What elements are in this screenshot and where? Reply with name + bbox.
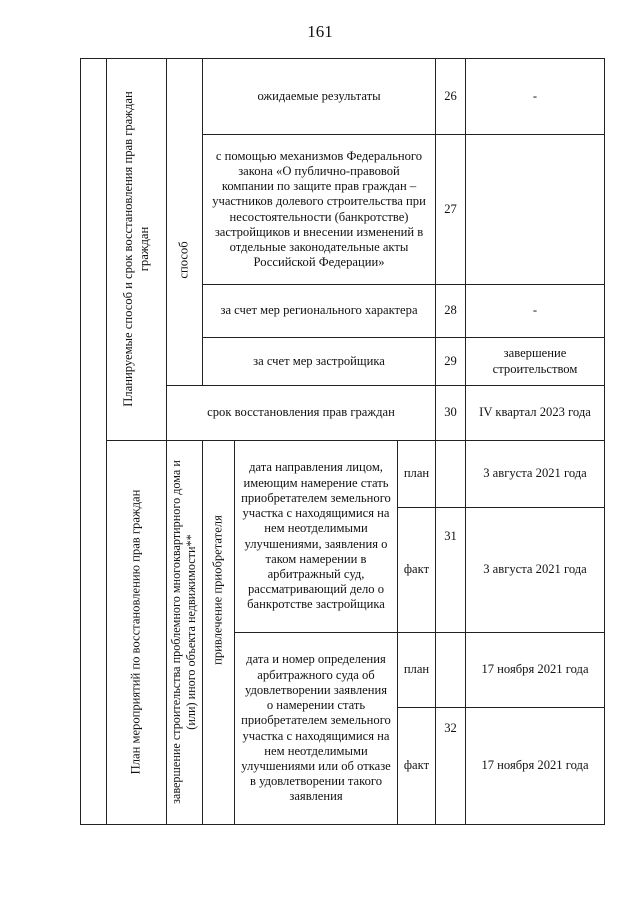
page-number: 161 bbox=[307, 22, 333, 41]
col-divider bbox=[202, 440, 203, 825]
row-number: 29 bbox=[444, 353, 457, 368]
section-plan-title: План мероприятий по восстановлению прав граждан bbox=[128, 489, 143, 775]
row-number: 31 bbox=[444, 528, 457, 543]
col-divider bbox=[106, 58, 107, 825]
section-recovery-title: Планируемые способ и срок восстановления прав граждан граждан bbox=[121, 91, 151, 407]
row-number: 26 bbox=[444, 88, 457, 103]
row-number: 30 bbox=[444, 405, 457, 420]
row-value: - bbox=[532, 88, 538, 103]
section-plan-subtitle: завершение строительства проблемного многоквартирного дома и (или) иного объекта недвижимости** bbox=[169, 460, 198, 804]
col-divider bbox=[166, 58, 167, 825]
plan-label: план bbox=[403, 466, 430, 481]
row-value: завершение строительством bbox=[492, 346, 578, 376]
row-number: 32 bbox=[444, 720, 457, 735]
plan-value: 17 ноября 2021 года bbox=[481, 662, 589, 677]
fact-value: 3 августа 2021 года bbox=[483, 562, 587, 577]
investor-label: привлечение приобретателя bbox=[210, 515, 225, 665]
row-text: ожидаемые результаты bbox=[257, 88, 381, 103]
table-border-bottom bbox=[80, 824, 604, 825]
fact-label: факт bbox=[403, 562, 430, 577]
row-text: за счет мер регионального характера bbox=[220, 303, 418, 318]
block-text: дата направления лицом, имеющим намерение стать приобретателем земельного участка с находящимися на нем неотделимыми улучшениями, заявления о таком намерении в арбитражный суд, рассматривающий дело о банкротстве застройщика bbox=[241, 460, 391, 612]
row-number: 27 bbox=[444, 201, 457, 216]
plan-label: план bbox=[403, 662, 430, 677]
plan-value: 3 августа 2021 года bbox=[483, 466, 587, 481]
block-text: дата и номер определения арбитражного суда об удовлетворении заявления о намерении стать приобретателем земельного участка с находящимися на нем неотделимыми улучшениями или об отказе в удовлетворении такого заявления bbox=[241, 652, 391, 804]
row-text: за счет мер застройщика bbox=[253, 353, 385, 368]
table-border-right bbox=[604, 58, 605, 825]
row-number: 28 bbox=[444, 303, 457, 318]
method-label: способ bbox=[176, 241, 191, 279]
row-value bbox=[466, 135, 604, 284]
fact-value: 17 ноября 2021 года bbox=[481, 758, 589, 773]
row-value: IV квартал 2023 года bbox=[479, 405, 591, 420]
row-text: с помощью механизмов Федерального закона «О публично-правовой компании по защите прав граждан – участников долевого строительства при несостоятельности (банкротстве) застройщиков и внесении изменений в отдельные законодательные акты Российской Федерации» bbox=[212, 148, 426, 270]
row-value: - bbox=[532, 303, 538, 318]
fact-label: факт bbox=[403, 758, 430, 773]
table-border-left bbox=[80, 58, 81, 825]
row-text: срок восстановления прав граждан bbox=[207, 405, 395, 420]
